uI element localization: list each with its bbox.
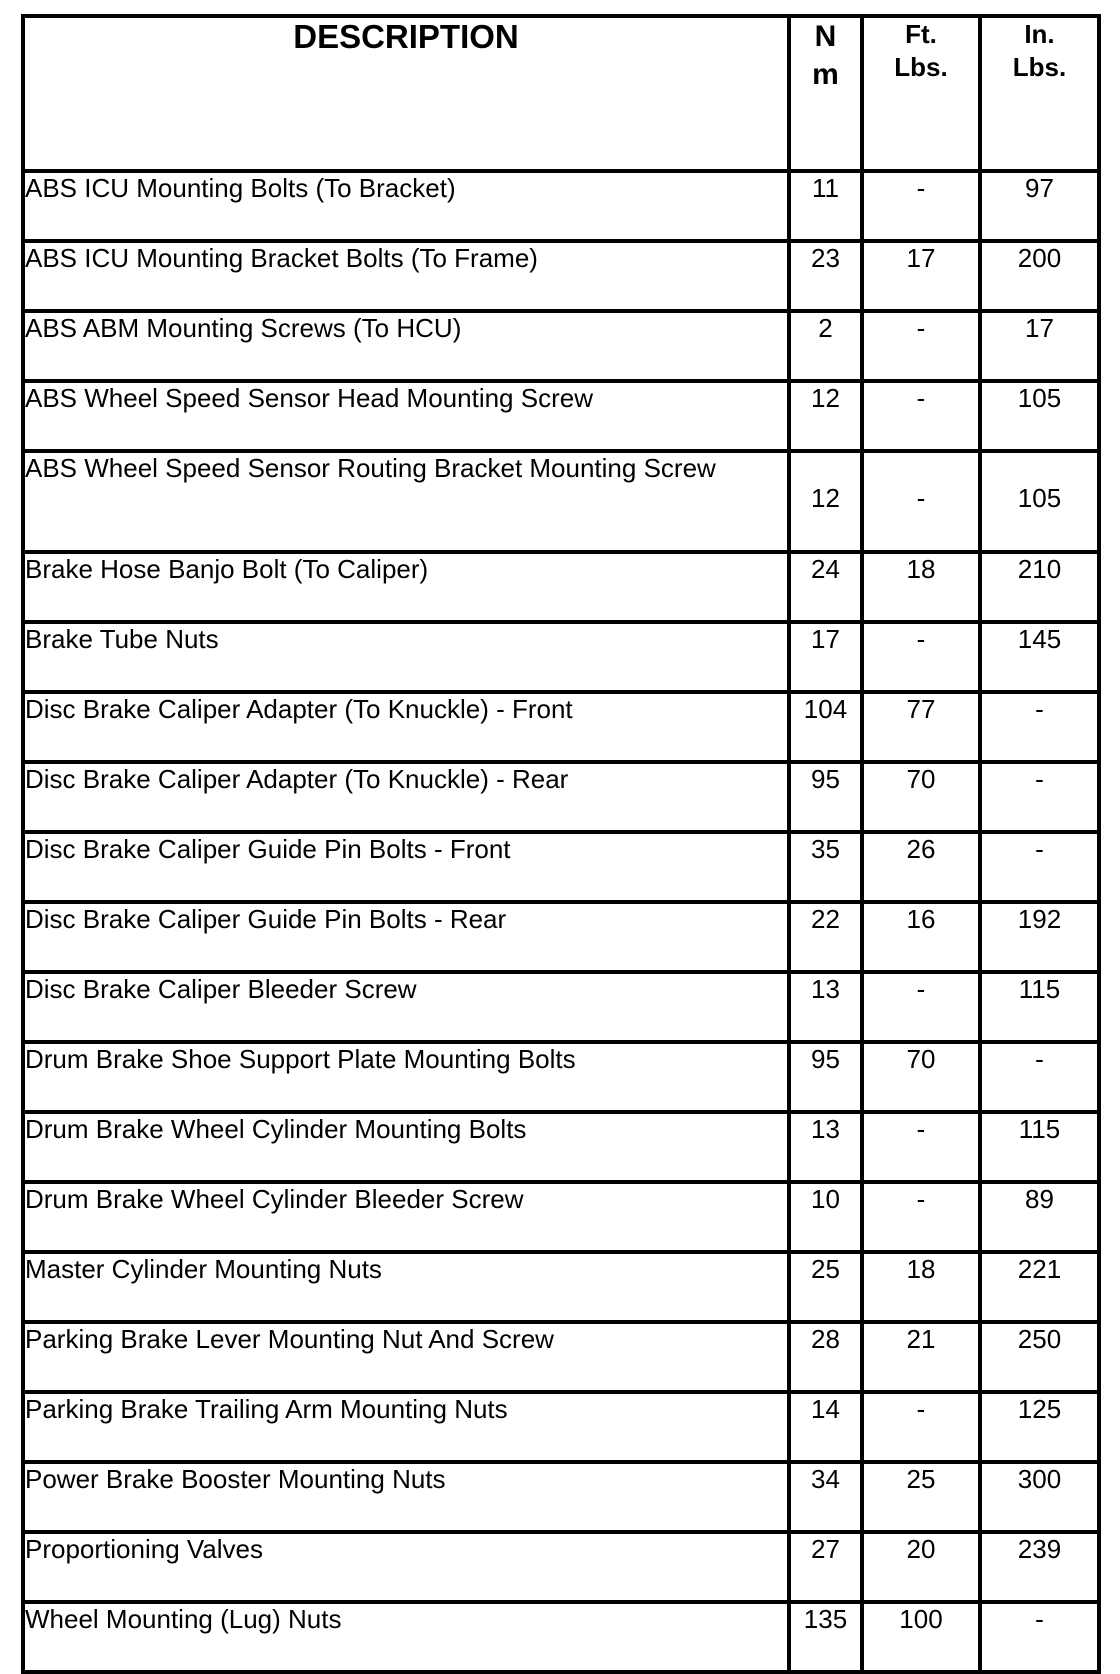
header-description: DESCRIPTION (23, 16, 789, 171)
cell-nm: 24 (789, 552, 862, 622)
cell-nm: 35 (789, 832, 862, 902)
cell-in-lbs: 221 (980, 1252, 1099, 1322)
cell-description: ABS Wheel Speed Sensor Head Mounting Screw (23, 381, 789, 451)
table-row (23, 1392, 1099, 1462)
table-row (23, 622, 1099, 692)
cell-in-lbs: 97 (980, 171, 1099, 241)
cell-nm: 22 (789, 902, 862, 972)
cell-in-lbs: 115 (980, 972, 1099, 1042)
cell-ft-lbs: 16 (862, 902, 980, 972)
cell-ft-lbs: - (862, 1392, 980, 1462)
cell-nm: 25 (789, 1252, 862, 1322)
cell-ft-lbs: 17 (862, 241, 980, 311)
cell-ft-lbs: 21 (862, 1322, 980, 1392)
cell-description: Wheel Mounting (Lug) Nuts (23, 1602, 789, 1672)
cell-nm: 13 (789, 972, 862, 1042)
cell-description: Parking Brake Trailing Arm Mounting Nuts (23, 1392, 789, 1462)
table-row (23, 1532, 1099, 1602)
cell-in-lbs: - (980, 1602, 1099, 1672)
cell-in-lbs: 192 (980, 902, 1099, 972)
table-row (23, 552, 1099, 622)
cell-description: ABS Wheel Speed Sensor Routing Bracket Mounting Screw (23, 451, 789, 552)
cell-in-lbs: - (980, 692, 1099, 762)
cell-description: Brake Tube Nuts (23, 622, 789, 692)
cell-in-lbs: 200 (980, 241, 1099, 311)
cell-in-lbs: 17 (980, 311, 1099, 381)
table-row (23, 1252, 1099, 1322)
cell-nm: 10 (789, 1182, 862, 1252)
cell-in-lbs: 300 (980, 1462, 1099, 1532)
cell-nm: 13 (789, 1112, 862, 1182)
cell-description: Disc Brake Caliper Bleeder Screw (23, 972, 789, 1042)
cell-description: Parking Brake Lever Mounting Nut And Screw (23, 1322, 789, 1392)
header-ft-lbs-line: Ft. (905, 19, 937, 49)
cell-ft-lbs: 25 (862, 1462, 980, 1532)
cell-ft-lbs: 77 (862, 692, 980, 762)
cell-nm: 2 (789, 311, 862, 381)
cell-ft-lbs: 18 (862, 552, 980, 622)
cell-nm: 17 (789, 622, 862, 692)
cell-nm: 104 (789, 692, 862, 762)
cell-ft-lbs: - (862, 451, 980, 552)
cell-in-lbs: 145 (980, 622, 1099, 692)
cell-description: ABS ICU Mounting Bolts (To Bracket) (23, 171, 789, 241)
table-row (23, 692, 1099, 762)
cell-nm: 23 (789, 241, 862, 311)
table-row (23, 311, 1099, 381)
cell-description: Master Cylinder Mounting Nuts (23, 1252, 789, 1322)
table-row (23, 1042, 1099, 1112)
cell-description: Disc Brake Caliper Adapter (To Knuckle) - Rear (23, 762, 789, 832)
cell-description: Disc Brake Caliper Adapter (To Knuckle) - Front (23, 692, 789, 762)
cell-nm: 28 (789, 1322, 862, 1392)
cell-in-lbs: 250 (980, 1322, 1099, 1392)
cell-ft-lbs: - (862, 381, 980, 451)
cell-in-lbs: - (980, 762, 1099, 832)
torque-spec-table (21, 14, 1101, 1674)
table-row (23, 832, 1099, 902)
cell-ft-lbs: - (862, 311, 980, 381)
cell-ft-lbs: 18 (862, 1252, 980, 1322)
cell-nm: 11 (789, 171, 862, 241)
table-row (23, 1602, 1099, 1672)
cell-nm: 12 (789, 381, 862, 451)
header-in-lbs-line: Lbs. (1012, 52, 1067, 82)
header-nm-line: N (814, 20, 837, 53)
cell-ft-lbs: 100 (862, 1602, 980, 1672)
header-in-lbs (980, 16, 1099, 171)
header-ft-lbs (862, 16, 980, 171)
cell-description: Proportioning Valves (23, 1532, 789, 1602)
table-row (23, 381, 1099, 451)
cell-description: ABS ABM Mounting Screws (To HCU) (23, 311, 789, 381)
table-row (23, 972, 1099, 1042)
table-row (23, 241, 1099, 311)
table-row (23, 1322, 1099, 1392)
cell-in-lbs: 89 (980, 1182, 1099, 1252)
cell-in-lbs: 115 (980, 1112, 1099, 1182)
cell-ft-lbs: - (862, 1112, 980, 1182)
cell-in-lbs: 105 (980, 381, 1099, 451)
cell-ft-lbs: 26 (862, 832, 980, 902)
cell-nm: 34 (789, 1462, 862, 1532)
table-row (23, 451, 1099, 552)
cell-description: Disc Brake Caliper Guide Pin Bolts - Front (23, 832, 789, 902)
cell-description: ABS ICU Mounting Bracket Bolts (To Frame) (23, 241, 789, 311)
cell-description: Drum Brake Wheel Cylinder Bleeder Screw (23, 1182, 789, 1252)
cell-in-lbs: 239 (980, 1532, 1099, 1602)
cell-description: Power Brake Booster Mounting Nuts (23, 1462, 789, 1532)
cell-in-lbs: 125 (980, 1392, 1099, 1462)
cell-in-lbs: 210 (980, 552, 1099, 622)
header-in-lbs-line: In. (1024, 19, 1055, 49)
header-nm-line: m (812, 58, 839, 91)
cell-nm: 95 (789, 762, 862, 832)
cell-nm: 27 (789, 1532, 862, 1602)
cell-ft-lbs: - (862, 972, 980, 1042)
cell-ft-lbs: 20 (862, 1532, 980, 1602)
cell-in-lbs: - (980, 1042, 1099, 1112)
cell-in-lbs: 105 (980, 451, 1099, 552)
header-nm (789, 16, 862, 171)
cell-description: Drum Brake Shoe Support Plate Mounting Bolts (23, 1042, 789, 1112)
cell-nm: 12 (789, 451, 862, 552)
cell-nm: 14 (789, 1392, 862, 1462)
table-row (23, 171, 1099, 241)
cell-description: Drum Brake Wheel Cylinder Mounting Bolts (23, 1112, 789, 1182)
table-row (23, 762, 1099, 832)
table-row (23, 1182, 1099, 1252)
cell-in-lbs: - (980, 832, 1099, 902)
table-header-row (23, 16, 1099, 171)
cell-description: Disc Brake Caliper Guide Pin Bolts - Rear (23, 902, 789, 972)
cell-nm: 95 (789, 1042, 862, 1112)
cell-ft-lbs: 70 (862, 1042, 980, 1112)
cell-ft-lbs: - (862, 171, 980, 241)
cell-ft-lbs: - (862, 1182, 980, 1252)
cell-description: Brake Hose Banjo Bolt (To Caliper) (23, 552, 789, 622)
table-row (23, 1462, 1099, 1532)
cell-nm: 135 (789, 1602, 862, 1672)
cell-ft-lbs: - (862, 622, 980, 692)
header-ft-lbs-line: Lbs. (894, 52, 948, 82)
cell-ft-lbs: 70 (862, 762, 980, 832)
table-row (23, 902, 1099, 972)
table-row (23, 1112, 1099, 1182)
